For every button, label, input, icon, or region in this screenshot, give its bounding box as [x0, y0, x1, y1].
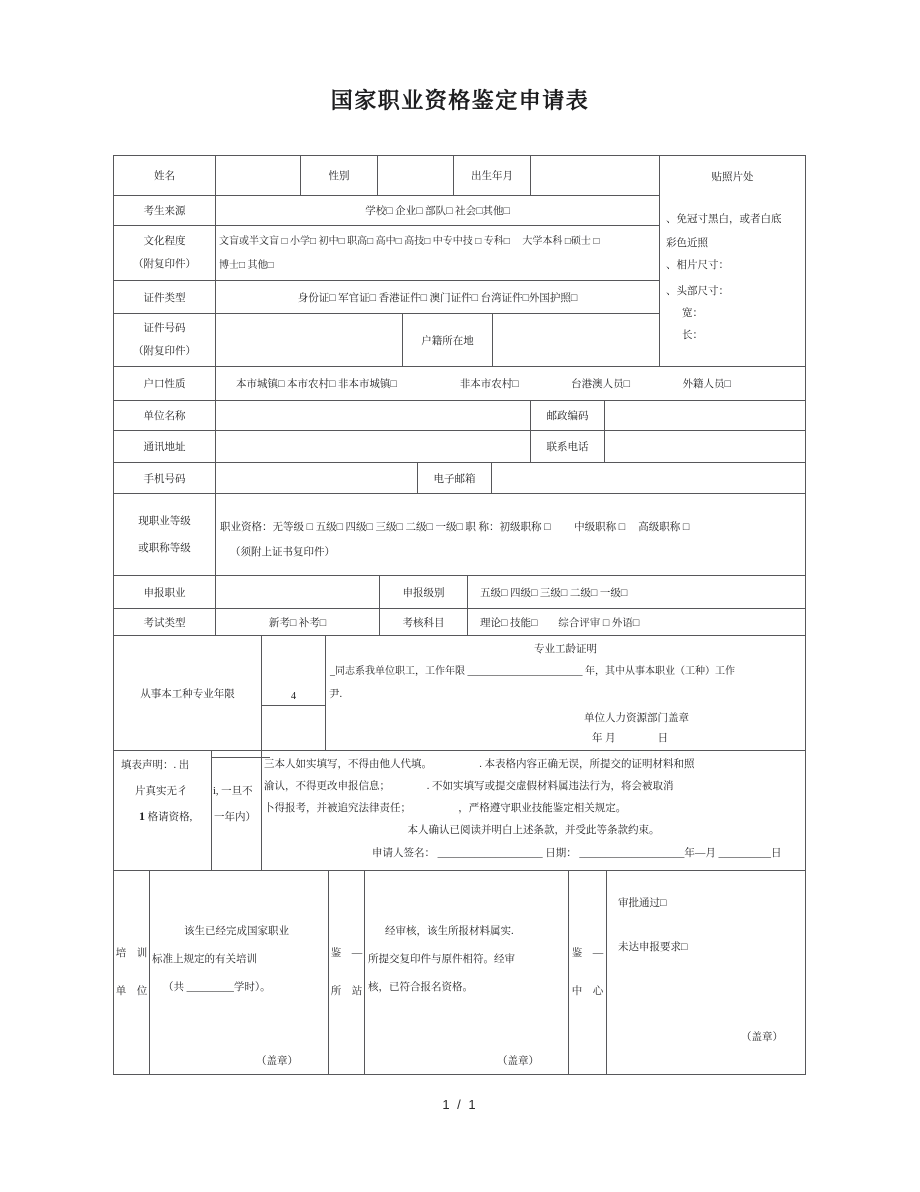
- station-stamp-label: （盖章）: [497, 1056, 539, 1067]
- hukou-options: 本市城镇□ 本市农村□ 非本市城镇□ 非本市农村□ 台港澳人员□ 外籍人员□: [236, 379, 731, 390]
- row-worklife: [114, 636, 805, 751]
- exam-subject-label: 考核科目: [380, 609, 468, 635]
- education-label-line2: （附复印件）: [133, 259, 196, 270]
- id-number-label-line2: （附复印件）: [133, 346, 196, 357]
- current-level-label: [114, 494, 216, 575]
- worklife-label: 从事本工种专业年限: [114, 636, 262, 750]
- training-stamp-label: （盖章）: [256, 1056, 298, 1067]
- photo-note-3: 、相片尺寸：: [666, 260, 729, 271]
- residence-label: 户籍所在地: [403, 314, 493, 366]
- application-form-table: [113, 155, 806, 1075]
- appraisal-station-label: [329, 871, 365, 1074]
- row-hukou: [114, 367, 805, 401]
- photo-note-1: 、免冠寸黑白，或者白底: [666, 214, 782, 225]
- photo-note-2: 彩色近照: [666, 238, 708, 249]
- declaration-label-cell: [114, 751, 212, 870]
- row-basic-info: [114, 156, 660, 196]
- worklife-years-cell: [262, 636, 326, 750]
- row-apply: [114, 576, 805, 609]
- signature-line: 申请人签名： ____________________ 日期： ____________________年—月 __________日: [372, 848, 782, 859]
- appraisal-station-cell: [365, 871, 569, 1074]
- apply-occupation-label: 申报职业: [114, 576, 216, 608]
- center-approved-option: 审批通过□: [618, 898, 667, 909]
- name-value-cell: [216, 156, 301, 195]
- row-exam: [114, 609, 805, 636]
- appraisal-station-label-line2: 所 站: [330, 985, 363, 997]
- declaration-label-line3-text: 格请资格,: [145, 812, 193, 823]
- id-number-label: [114, 314, 216, 366]
- apply-level-label: 申报级别: [380, 576, 468, 608]
- station-line2: 所提交复印件与原件相符。经审: [368, 954, 515, 965]
- current-level-note: （须附上证书复印件）: [230, 547, 335, 558]
- training-unit-label-line1: 培 训: [115, 947, 148, 959]
- training-unit-label-line2: 单 位: [115, 985, 148, 997]
- work-cert-line2: 尹.: [329, 689, 343, 700]
- declaration-side-line1: i, 一旦不: [213, 786, 253, 797]
- photo-note-4: 、头部尺寸：: [666, 286, 729, 297]
- declaration-text-cell: [262, 751, 805, 870]
- row-approvals: [114, 871, 805, 1074]
- current-level-label-line1: 现职业等级: [138, 515, 191, 527]
- employer-label: 单位名称: [114, 401, 216, 430]
- exam-type-options: 新考□ 补考□: [216, 609, 380, 635]
- station-line3: 核，已符合报名资格。: [368, 982, 473, 993]
- hr-stamp-label: 单位人力资源部门盖章: [584, 713, 689, 724]
- residence-value-cell: [493, 314, 660, 366]
- page-title: 国家职业资格鉴定申请表: [330, 88, 590, 113]
- education-label-line1: 文化程度: [143, 236, 186, 247]
- address-label: 通讯地址: [114, 431, 216, 462]
- declaration-side-line2: 一年内）: [214, 812, 256, 823]
- row-declaration: [114, 751, 805, 871]
- center-rejected-option: 未达申报要求□: [618, 942, 688, 953]
- gender-label: 性别: [301, 156, 378, 195]
- photo-note-length: 长：: [682, 330, 703, 341]
- declaration-label-line2: 片真实无彳: [135, 786, 188, 797]
- declaration-line3: 卜得报考，并被追究法律责任； ，严格遵守职业技能鉴定相关规定。: [264, 803, 627, 814]
- declaration-line2: 渝认，不得更改申报信息； . 不如实填写或提交虚假材料属违法行为，将会被取消: [264, 781, 674, 792]
- work-cert-line1: _同志系我单位职工，工作年限 _______________________ 年，其中从事本职业（工种）工作: [330, 666, 735, 677]
- phone-value-cell: [605, 431, 805, 462]
- exam-subject-options: 理论□ 技能□ 综合评审 □ 外语□: [480, 617, 640, 629]
- postal-label: 邮政编码: [531, 401, 605, 430]
- photo-title: 贴照片处: [711, 172, 754, 183]
- apply-level-options: 五级□ 四级□ 三级□ 二级□ 一级□: [480, 587, 628, 599]
- work-cert-title: 专业工龄证明: [534, 644, 597, 655]
- training-line1: 该生已经完成国家职业: [184, 926, 289, 937]
- hukou-label: 户口性质: [114, 367, 216, 400]
- exam-type-label: 考试类型: [114, 609, 216, 635]
- declaration-label-line3: [139, 810, 192, 824]
- current-level-options: 职业资格：无等级 □ 五级□ 四级□ 三级□ 二级□ 一级□ 职 称：初级职称 □ 中级职称 □ 高级职称 □: [220, 522, 690, 533]
- station-line1: 经审核，该生所报材料属实.: [385, 926, 514, 937]
- photo-note-width: 宽：: [682, 308, 703, 319]
- email-value-cell: [492, 463, 805, 493]
- source-options: 学校□ 企业□ 部队□ 社会□其他□: [216, 196, 660, 225]
- name-label: 姓名: [114, 156, 216, 195]
- mobile-label: 手机号码: [114, 463, 216, 493]
- birth-value-cell: [531, 156, 660, 195]
- training-unit-cell: [150, 871, 329, 1074]
- center-stamp-label: （盖章）: [741, 1032, 783, 1043]
- training-unit-label: [114, 871, 150, 1074]
- row-employer: [114, 401, 805, 431]
- email-label: 电子邮箱: [418, 463, 492, 493]
- photo-box: [660, 156, 805, 367]
- id-number-label-line1: 证件号码: [143, 323, 186, 334]
- row-contact: [114, 431, 805, 463]
- declaration-line1: 三本人如实填写，不得由他人代填。 . 本表格内容正确无误，所提交的证明材料和照: [264, 759, 695, 770]
- work-cert-date: 年 月 日: [592, 733, 669, 744]
- worklife-years-subcell: [262, 636, 325, 706]
- current-level-label-line2: 或职称等级: [138, 542, 191, 554]
- education-options-line2: 博士□ 其他□: [219, 260, 274, 271]
- education-label: [114, 226, 216, 280]
- declaration-label-line1: 填表声明：. 出: [121, 760, 190, 771]
- training-line3: （共 _________学时）。: [163, 982, 271, 993]
- current-level-options-cell: [216, 494, 805, 575]
- row-education: [114, 226, 660, 281]
- worklife-years-value: 4: [290, 691, 297, 702]
- row-current-level: [114, 494, 805, 576]
- postal-value-cell: [605, 401, 805, 430]
- id-number-value-cell: [216, 314, 403, 366]
- employer-value-cell: [216, 401, 531, 430]
- source-label: 考生来源: [114, 196, 216, 225]
- declaration-label-number: 1: [139, 809, 145, 823]
- row-id-type: [114, 281, 660, 314]
- education-options-line1: 文盲或半文盲 □ 小学□ 初中□ 职高□ 高中□ 高技□ 中专中技 □ 专科□ 大学本科 □硕士 □: [219, 236, 600, 247]
- row-mobile: [114, 463, 805, 494]
- row-source: [114, 196, 660, 226]
- appraisal-center-label-line2: 中 心: [571, 985, 604, 997]
- appraisal-center-label: [569, 871, 607, 1074]
- education-options-cell: [216, 226, 660, 280]
- phone-label: 联系电话: [531, 431, 605, 462]
- id-type-label: 证件类型: [114, 281, 216, 313]
- declaration-line4: 本人确认已阅读并明白上述条款，并受此等条款约束。: [407, 825, 660, 836]
- address-value-cell: [216, 431, 531, 462]
- gender-value-cell: [378, 156, 454, 195]
- declaration-side-cell: [212, 751, 262, 870]
- page-number: 1 / 1: [442, 1097, 478, 1112]
- apply-occupation-value-cell: [216, 576, 380, 608]
- appraisal-station-label-line1: 鉴 —: [330, 947, 363, 959]
- mobile-value-cell: [216, 463, 418, 493]
- appraisal-center-cell: [607, 871, 805, 1074]
- training-line2: 标准上规定的有关培训: [152, 954, 257, 965]
- appraisal-center-label-line1: 鉴 —: [571, 947, 604, 959]
- id-type-options: 身份证□ 军官证□ 香港证件□ 澳门证件□ 台湾证件□外国护照□: [216, 281, 660, 313]
- birth-label: 出生年月: [454, 156, 531, 195]
- row-id-number: [114, 314, 660, 367]
- work-cert-cell: [326, 636, 805, 750]
